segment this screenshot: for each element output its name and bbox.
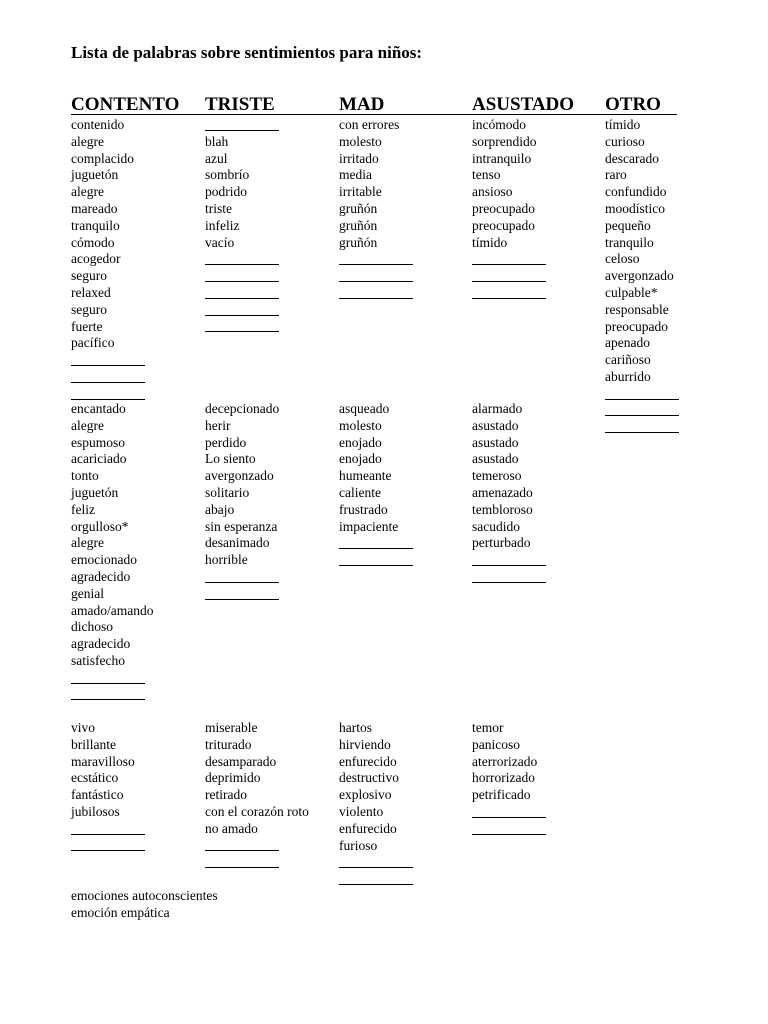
feeling-word: infeliz (205, 217, 240, 233)
blank-line (205, 569, 279, 586)
feeling-word: molesto (339, 417, 382, 433)
footer-note: emoción empática (71, 904, 170, 920)
feeling-word: culpable* (605, 284, 658, 300)
blank-line (472, 804, 537, 821)
word-column-asustado (472, 401, 533, 586)
feeling-word: alarmado (472, 401, 523, 416)
feeling-word: incómodo (472, 117, 526, 132)
feeling-word: violento (339, 803, 384, 819)
feeling-word: enfurecido (339, 820, 397, 836)
feeling-word: hirviendo (339, 736, 391, 752)
blank-line (339, 268, 399, 285)
feeling-word: triste (205, 200, 232, 216)
feeling-word: decepcionado (205, 401, 280, 416)
feeling-word: media (339, 167, 372, 183)
feeling-word: emocionado (71, 552, 137, 568)
blank-line (339, 552, 398, 569)
feeling-word: temeroso (472, 468, 522, 484)
feeling-word: horrorizado (472, 770, 535, 786)
feeling-word: enojado (339, 434, 382, 450)
blank-line (339, 285, 399, 302)
word-column-contento (71, 117, 134, 403)
feeling-word: sorprendido (472, 133, 537, 149)
word-column-contento (71, 720, 135, 854)
word-column-mad (339, 720, 399, 888)
word-column-triste (205, 720, 309, 871)
feeling-word: podrido (205, 184, 247, 200)
blank-line (205, 319, 249, 336)
header-contento: CONTENTO (71, 94, 180, 115)
feeling-word: irritado (339, 150, 379, 166)
word-column-triste (205, 401, 279, 603)
blank-line (339, 251, 399, 268)
feeling-word: desanimado (205, 535, 270, 551)
feeling-word: jubilosos (71, 803, 120, 819)
feeling-word: celoso (605, 251, 640, 267)
feeling-word: amenazado (472, 484, 533, 500)
feeling-word: asqueado (339, 401, 390, 416)
feeling-word: aburrido (605, 368, 651, 384)
feeling-word: seguro (71, 268, 107, 284)
feeling-word: genial (71, 585, 104, 601)
feeling-word: relaxed (71, 284, 111, 300)
feeling-word: sacudido (472, 518, 520, 534)
blank-line (205, 285, 249, 302)
feeling-word: solitario (205, 484, 250, 500)
feeling-word: maravilloso (71, 753, 135, 769)
blank-line (71, 821, 135, 838)
feeling-word: cómodo (71, 234, 115, 250)
feeling-word: alegre (71, 133, 104, 149)
feeling-word: orgulloso* (71, 518, 129, 534)
feeling-word: avergonzado (205, 468, 274, 484)
feeling-word: preocupado (472, 200, 535, 216)
feeling-word: molesto (339, 133, 382, 149)
feeling-word: irritable (339, 184, 382, 200)
footer-note: emociones autoconscientes (71, 888, 218, 903)
feeling-word: ecstático (71, 770, 119, 786)
feeling-word: furioso (339, 837, 378, 853)
feeling-word: desamparado (205, 753, 277, 769)
feeling-word: confundido (605, 184, 667, 200)
blank-line (205, 838, 309, 855)
feeling-word: panicoso (472, 736, 520, 752)
feeling-word: tranquilo (605, 234, 654, 250)
blank-line (71, 352, 134, 369)
feeling-word: juguetón (71, 167, 119, 183)
feeling-word: alegre (71, 535, 104, 551)
feeling-word: seguro (71, 301, 107, 317)
page-title: Lista de palabras sobre sentimientos para niños: (71, 43, 423, 62)
feeling-word: perdido (205, 434, 247, 450)
word-column-mad (339, 117, 399, 302)
feeling-word: preocupado (472, 217, 535, 233)
header-asustado: ASUSTADO (472, 94, 575, 115)
feeling-word: miserable (205, 720, 258, 735)
feeling-word: pequeño (605, 217, 651, 233)
blank-line (205, 586, 279, 603)
feeling-word: temor (472, 720, 504, 735)
feeling-word: intranquilo (472, 150, 532, 166)
blank-line (71, 687, 153, 704)
feeling-word: explosivo (339, 787, 392, 803)
word-column-contento (71, 401, 153, 703)
feeling-word: amado/amando (71, 602, 154, 618)
feeling-word: pacífico (71, 335, 115, 351)
feeling-word: tímido (605, 117, 641, 132)
blank-line (605, 403, 674, 420)
blank-line (472, 268, 537, 285)
blank-line (472, 285, 537, 302)
feeling-word: gruñón (339, 200, 378, 216)
feeling-word: triturado (205, 736, 252, 752)
feeling-word: asustado (472, 417, 519, 433)
feeling-word: Lo siento (205, 451, 256, 467)
feeling-word: tenso (472, 167, 501, 183)
feeling-word: horrible (205, 552, 248, 568)
feeling-word: enfurecido (339, 753, 397, 769)
blank-line (472, 821, 537, 838)
feeling-word: vivo (71, 720, 96, 735)
feeling-word: moodístico (605, 200, 665, 216)
feeling-word: apenado (605, 335, 650, 351)
feeling-word: caliente (339, 484, 381, 500)
feeling-word: gruñón (339, 217, 378, 233)
word-column-triste (205, 117, 249, 335)
blank-line (339, 535, 398, 552)
feeling-word: azul (205, 150, 228, 166)
blank-line (71, 369, 134, 386)
feeling-word: no amado (205, 820, 258, 836)
feeling-word: mareado (71, 200, 118, 216)
feeling-word: blah (205, 133, 229, 149)
blank-line (339, 854, 399, 871)
feeling-word: alegre (71, 184, 104, 200)
header-mad: MAD (339, 94, 385, 115)
feeling-word: impaciente (339, 518, 399, 534)
feeling-word: abajo (205, 501, 235, 517)
word-column-asustado (472, 117, 537, 302)
feeling-word: responsable (605, 301, 669, 317)
feeling-word: retirado (205, 787, 247, 803)
feeling-word: gruñón (339, 234, 378, 250)
feeling-word: satisfecho (71, 652, 125, 668)
feeling-word: agradecido (71, 568, 131, 584)
blank-line (472, 251, 537, 268)
feeling-word: humeante (339, 468, 392, 484)
word-column-mad (339, 401, 398, 569)
header-otro: OTRO (605, 94, 661, 115)
feeling-word: con errores (339, 117, 400, 132)
feeling-word: ansioso (472, 184, 513, 200)
feeling-word: tranquilo (71, 217, 120, 233)
feeling-word: encantado (71, 401, 126, 416)
feeling-word: avergonzado (605, 268, 674, 284)
feeling-word: enojado (339, 451, 382, 467)
feeling-word: acogedor (71, 251, 121, 267)
blank-line (605, 386, 674, 403)
blank-line (605, 419, 674, 436)
feeling-word: sombrío (205, 167, 250, 183)
feeling-word: brillante (71, 736, 116, 752)
blank-line (472, 569, 533, 586)
blank-line (205, 854, 309, 871)
blank-line (205, 117, 249, 134)
blank-line (205, 268, 249, 285)
feeling-word: frustrado (339, 501, 388, 517)
feeling-word: raro (605, 167, 627, 183)
feeling-word: curioso (605, 133, 645, 149)
blank-line (71, 670, 153, 687)
feeling-word: espumoso (71, 434, 125, 450)
feeling-word: asustado (472, 434, 519, 450)
feeling-word: complacido (71, 150, 134, 166)
word-column-asustado (472, 720, 537, 838)
header-rule (71, 114, 677, 115)
feeling-word: feliz (71, 501, 95, 517)
blank-line (339, 871, 399, 888)
feeling-word: agradecido (71, 636, 131, 652)
feeling-word: aterrorizado (472, 753, 538, 769)
feeling-word: contenido (71, 117, 125, 132)
word-column-otro (605, 117, 674, 436)
feeling-word: destructivo (339, 770, 399, 786)
feeling-word: alegre (71, 417, 104, 433)
feeling-word: herir (205, 417, 231, 433)
blank-line (472, 552, 533, 569)
blank-line (71, 838, 135, 855)
feeling-word: perturbado (472, 535, 531, 551)
feeling-word: tímido (472, 234, 508, 250)
blank-line (205, 251, 249, 268)
feeling-word: tembloroso (472, 501, 533, 517)
feeling-word: fantástico (71, 787, 124, 803)
feeling-word: cariñoso (605, 352, 651, 368)
feeling-word: con el corazón roto (205, 803, 309, 819)
feeling-word: deprimido (205, 770, 261, 786)
feeling-word: vacío (205, 234, 235, 250)
feeling-word: asustado (472, 451, 519, 467)
feeling-word: acariciado (71, 451, 127, 467)
feeling-word: juguetón (71, 484, 119, 500)
header-triste: TRISTE (205, 94, 275, 115)
blank-line (205, 302, 249, 319)
feeling-word: dichoso (71, 619, 113, 635)
feeling-word: tonto (71, 468, 99, 484)
feeling-word: petrificado (472, 787, 531, 803)
feeling-word: hartos (339, 720, 372, 735)
feeling-word: preocupado (605, 318, 668, 334)
feeling-word: sin esperanza (205, 518, 278, 534)
feeling-word: descarado (605, 150, 659, 166)
footer-notes (71, 888, 218, 922)
feeling-word: fuerte (71, 318, 103, 334)
